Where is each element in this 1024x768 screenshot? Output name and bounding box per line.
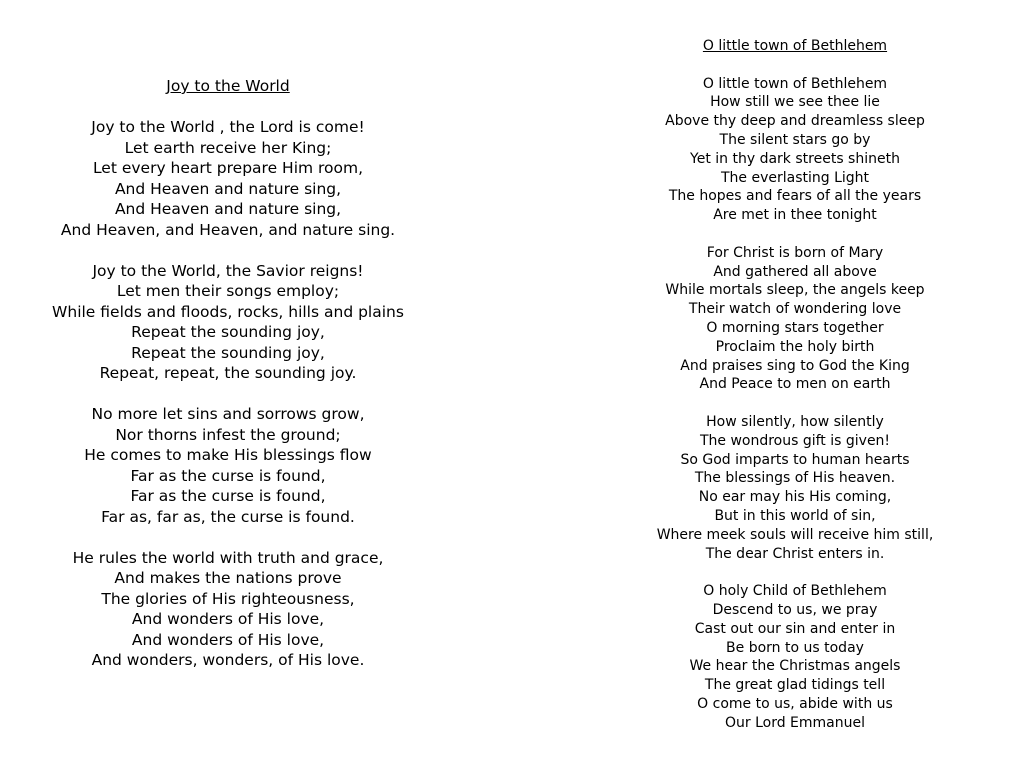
lyric-line: Their watch of wondering love [688,301,902,318]
lyric-line: The hopes and fears of all the years [668,188,922,205]
lyric-line: O little town of Bethlehem [702,75,888,92]
lyric-line: And wonders of His love, [131,630,325,649]
lyric-line: Far as the curse is found, [130,466,326,485]
stanza [640,75,950,225]
lyric-line: How silently, how silently [706,413,884,430]
lyric-line: And makes the nations prove [114,569,342,587]
lyric-line: Are met in thee tonight [713,207,877,224]
lyric-line: And Heaven, and Heaven, and nature sing. [60,220,396,239]
lyric-line: The blessings of His heaven. [694,470,896,487]
hymn-title: O little town of Bethlehem [702,38,888,54]
lyric-line: Our Lord Emmanuel [724,714,865,731]
lyric-line: For Christ is born of Mary [706,244,884,261]
lyric-line: So God imparts to human hearts [680,451,910,468]
lyric-line: Repeat the sounding joy, [131,343,325,362]
lyric-line: But in this world of sin, [714,507,876,524]
lyric-line: O come to us, abide with us [697,695,893,712]
lyric-line: We hear the Christmas angels [689,658,901,675]
lyric-line: The glories of His righteousness, [101,589,355,608]
stanza [640,413,950,563]
lyric-line: And wonders, wonders, of His love. [91,651,365,669]
lyric-line: And praises sing to God the King [680,357,910,374]
lyric-line: How still we see thee lie [710,94,880,111]
stanza [28,117,428,240]
hymn-o-little-town [640,37,950,751]
lyric-line: While fields and floods, rocks, hills and plains [52,302,404,321]
lyric-line: Above thy deep and dreamless sleep [665,113,925,130]
lyric-line: The silent stars go by [719,131,871,148]
lyric-line: While mortals sleep, the angels keep [665,282,925,299]
lyric-line: Cast out our sin and enter in [694,620,896,637]
stanza [28,548,428,671]
lyric-line: Far as, far as, the curse is found. [101,507,355,526]
stanza [28,261,428,384]
lyric-line: Joy to the World , the Lord is come! [91,118,365,136]
lyric-line: The dear Christ enters in. [705,545,885,562]
lyric-line: Be born to us today [726,639,864,656]
stanza [640,582,950,732]
lyric-line: No ear may his His coming, [698,489,892,506]
lyric-line: And Peace to men on earth [699,376,891,393]
lyric-line: O morning stars together [706,319,884,336]
lyric-line: And Heaven and nature sing, [114,200,342,218]
lyric-line: Repeat, repeat, the sounding joy. [99,364,357,382]
lyric-line: Nor thorns infest the ground; [115,425,341,444]
hymn-title: Joy to the World [166,77,290,95]
lyric-line: Let earth receive her King; [124,138,332,157]
lyric-line: Yet in thy dark streets shineth [690,150,900,167]
lyric-line: Far as the curse is found, [130,487,326,505]
lyric-line: The everlasting Light [720,169,870,186]
lyric-line: Proclaim the holy birth [715,338,875,355]
lyric-line: O holy Child of Bethlehem [703,583,887,600]
lyric-line: No more let sins and sorrows grow, [91,405,365,423]
hymn-joy-to-the-world [28,76,428,691]
lyric-line: He rules the world with truth and grace, [72,548,384,567]
lyric-line: Let men their songs employ; [116,282,340,300]
stanza-list [28,117,428,671]
lyric-line: And gathered all above [713,263,877,280]
stanza-list [640,75,950,733]
stanza [28,404,428,527]
lyric-line: The wondrous gift is given! [699,432,891,449]
lyric-line: Descend to us, we pray [712,601,878,618]
stanza [640,244,950,394]
lyric-line: The great glad tidings tell [704,677,886,694]
lyric-line: He comes to make His blessings flow [84,446,372,464]
lyric-line: And wonders of His love, [131,610,325,628]
lyric-line: And Heaven and nature sing, [114,179,342,198]
lyric-line: Joy to the World, the Savior reigns! [92,261,364,280]
lyric-line: Repeat the sounding joy, [131,323,325,341]
lyric-line: Where meek souls will receive him still, [656,526,934,543]
lyric-line: Let every heart prepare Him room, [92,159,364,177]
